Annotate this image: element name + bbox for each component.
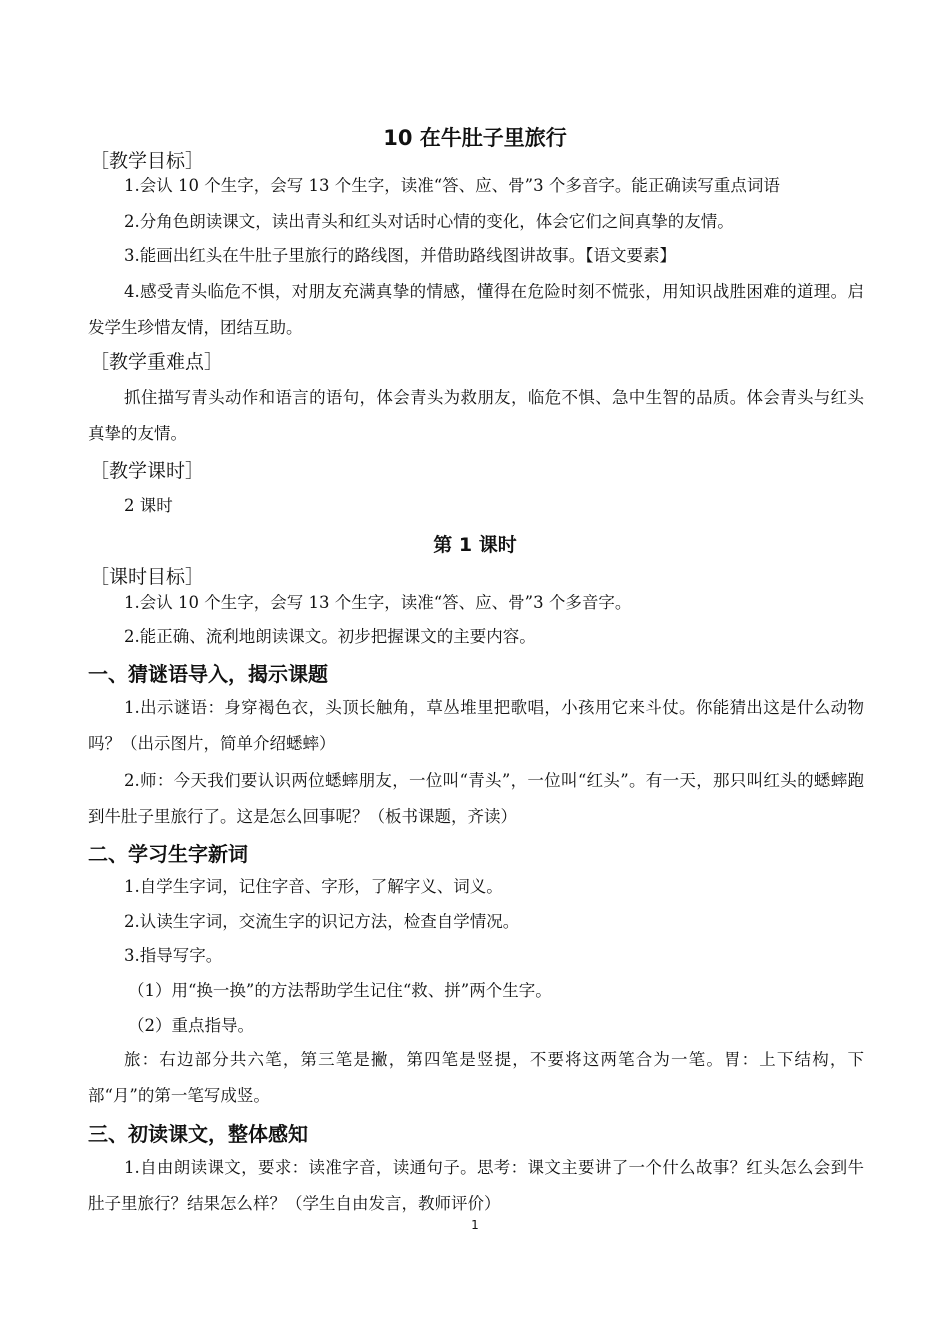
lesson-goal-1: 1.会认 10 个生字，会写 13 个生字，读准“答、应、骨”3 个多音字。 bbox=[124, 593, 632, 612]
lesson-goal-2: 2.能正确、流利地朗读课文。初步把握课文的主要内容。 bbox=[124, 627, 536, 646]
part2-item-1: 1.自学生字词，记住字音、字形，了解字义、词义。 bbox=[124, 877, 503, 896]
part1-item-2: 2.师：今天我们要认识两位蟋蟀朋友，一位叫“青头”，一位叫“红头”。有一天，那只叫红头的蟋蟀跑到牛肚子里旅行了。这是怎么回事呢？（板书课题，齐读） bbox=[88, 771, 864, 826]
class-hours-text: 2 课时 bbox=[124, 496, 173, 515]
goal-item-1: 1.会认 10 个生字，会写 13 个生字，读准“答、应、骨”3 个多音字。能正确读写重点词语 bbox=[124, 176, 780, 195]
goal-item-3: 3.能画出红头在牛肚子里旅行的路线图，并借助路线图讲故事。【语文要素】 bbox=[124, 246, 676, 265]
part2-item-2: 2.认读生字词，交流生字的识记方法，检查自学情况。 bbox=[124, 912, 520, 931]
part1-heading: 一、猜谜语导入，揭示课题 bbox=[88, 662, 328, 686]
class-hours-heading: ［教学课时］ bbox=[90, 460, 205, 482]
part2-item-5: （2）重点指导。 bbox=[128, 1016, 254, 1035]
part2-item-4: （1）用“换一换”的方法帮助学生记住“救、拼”两个生字。 bbox=[128, 981, 552, 1000]
key-points-heading: ［教学重难点］ bbox=[90, 351, 224, 373]
part2-item-6: 旅：右边部分共六笔，第三笔是撇，第四笔是竖提，不要将这两笔合为一笔。胃：上下结构，下部“月”的第一笔写成竖。 bbox=[88, 1050, 864, 1105]
key-points-text: 抓住描写青头动作和语言的语句，体会青头为救朋友，临危不惧、急中生智的品质。体会青头与红头真挚的友情。 bbox=[88, 388, 864, 443]
part3-item-1: 1.自由朗读课文，要求：读准字音，读通句子。思考：课文主要讲了一个什么故事？红头怎么会到牛肚子里旅行？结果怎么样？（学生自由发言，教师评价） bbox=[88, 1158, 864, 1213]
part2-heading: 二、学习生字新词 bbox=[88, 842, 248, 866]
goal-item-4: 4.感受青头临危不惧，对朋友充满真挚的情感，懂得在危险时刻不慌张，用知识战胜困难的道理。启发学生珍惜友情，团结互助。 bbox=[88, 282, 864, 337]
lesson-goals-heading: ［课时目标］ bbox=[90, 566, 205, 588]
teaching-goals-heading: ［教学目标］ bbox=[90, 150, 205, 172]
part2-item-3: 3.指导写字。 bbox=[124, 946, 223, 965]
part1-item-1: 1.出示谜语：身穿褐色衣，头顶长触角，草丛堆里把歌唱，小孩用它来斗仗。你能猜出这是什么动物吗？（出示图片，简单介绍蟋蟀） bbox=[88, 698, 864, 753]
page-number: 1 bbox=[471, 1218, 479, 1232]
goal-item-2: 2.分角色朗读课文，读出青头和红头对话时心情的变化，体会它们之间真挚的友情。 bbox=[124, 212, 734, 231]
part3-heading: 三、初读课文，整体感知 bbox=[88, 1122, 308, 1146]
lesson1-heading: 第 1 课时 bbox=[433, 534, 517, 556]
lesson-title: 10 在牛肚子里旅行 bbox=[383, 126, 567, 150]
